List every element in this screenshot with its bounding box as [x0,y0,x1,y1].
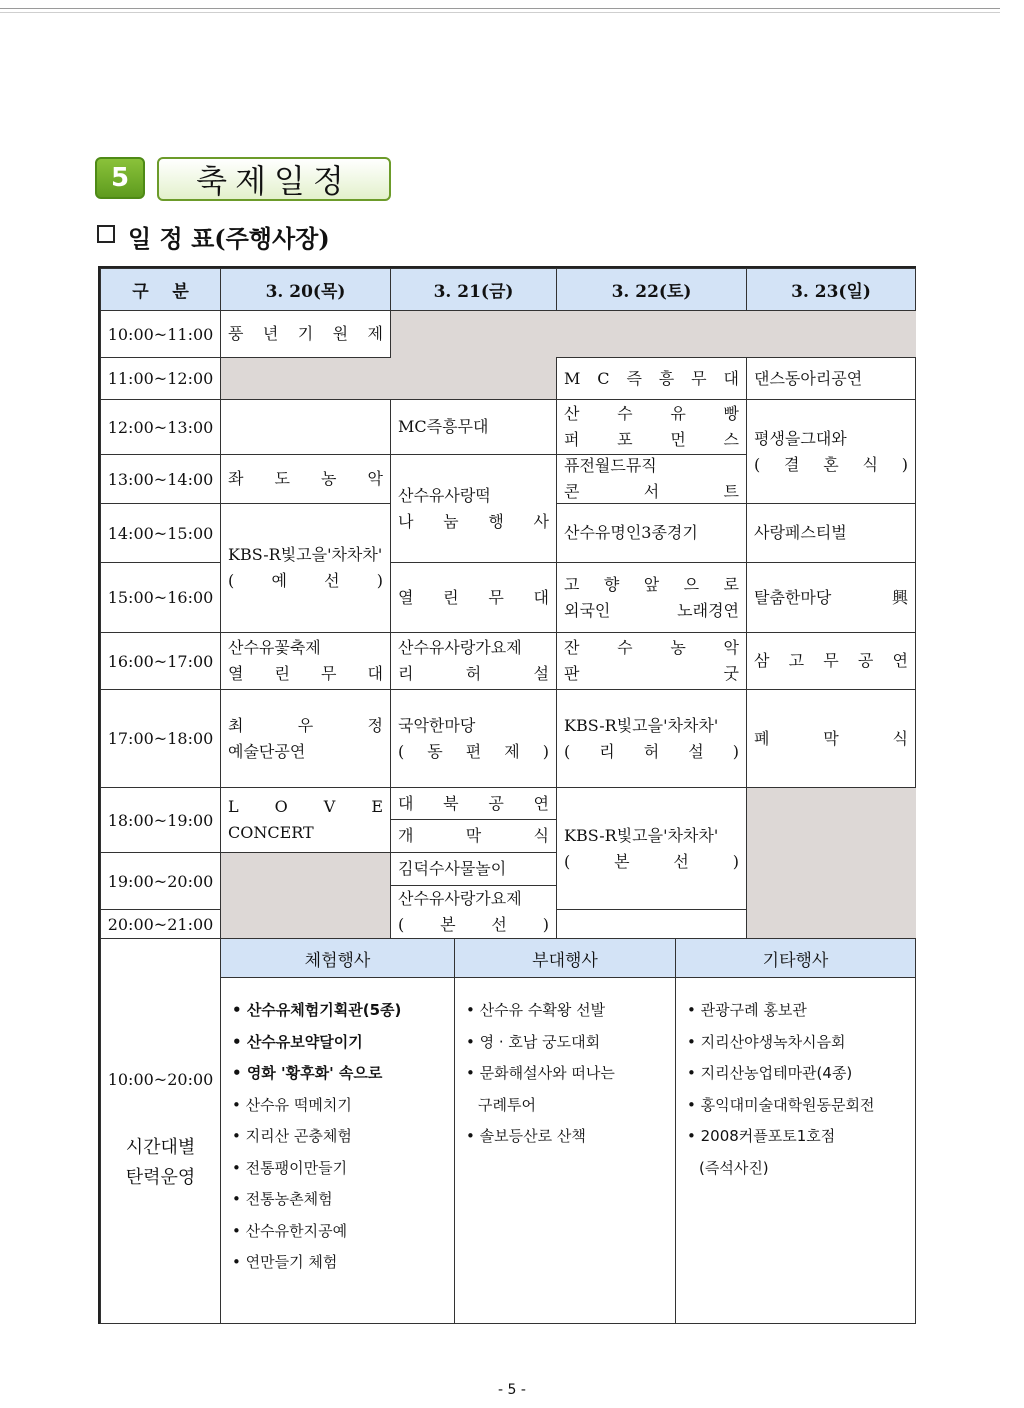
event-cell: 탈춤한마당興 [746,562,916,633]
shade-row2 [220,357,556,399]
list-item: • 산수유 수확왕 선발 [466,1001,606,1019]
list-item: • 전통팽이만들기 [232,1158,348,1177]
event-cell: 폐 막 식 [746,689,916,788]
event-cell [220,399,391,455]
header-category: 구 분 [100,268,221,311]
list-item: • 지리산농업테마관(4종) [687,1064,853,1082]
event-cell: 삼 고 무 공 연 [746,632,916,690]
schedule-subtitle: 일 정 표(주행사장) [128,224,330,253]
event-cell: 고 향 앞 으 로 외국인 노래경연 [556,562,747,633]
time-cell: 12:00~13:00 [100,399,221,455]
event-cell: 사랑페스티벌 [746,503,916,563]
header-day2: 3. 21(금) [390,268,557,311]
header-day3: 3. 22(토) [556,268,747,311]
list-item: • 홍익대미술대학원동문회전 [687,1095,875,1114]
list-item: • 산수유보약달이기 [232,1032,363,1051]
event-cell: L O V E CONCERT [220,787,391,853]
extra-note-1: 시간대별 [125,1136,196,1158]
event-cell: 대 북 공 연 [390,787,557,820]
shade-row1 [391,310,916,357]
list-item: • 솔보등산로 산책 [466,1127,586,1145]
time-cell: 18:00~19:00 [100,787,221,853]
list-item: • 문화해설사와 떠나는 [466,1064,615,1082]
event-cell: 개 막 식 [390,819,557,853]
event-cell: 좌 도 농 악 [220,454,391,504]
list-item: • 산수유 떡메치기 [232,1095,352,1114]
extra-time: 10:00~20:00 [107,1069,214,1089]
list-item: • 전통농촌체험 [232,1190,333,1208]
event-cell: MC즉흥무대 [390,399,557,455]
event-cell: M C 즉 흥 무 대 [556,357,747,400]
list-item: • 산수유한지공예 [232,1221,348,1240]
time-cell: 19:00~20:00 [100,852,221,910]
time-cell: 13:00~14:00 [100,454,221,504]
time-cell: 15:00~16:00 [100,562,221,633]
list-item: • 지리산야생녹차시음회 [687,1032,846,1051]
checkbox-icon [97,225,115,243]
event-cell: 산수유사랑가요제 ( 본 선 ) [390,885,557,939]
event-cell [556,909,747,939]
event-cell: 산수유사랑가요제 리 허 설 [390,632,557,690]
event-cell: KBS-R빛고을'차차차' ( 리 허 설 ) [556,689,747,788]
section-number-badge: 5 [95,157,145,199]
list-item: • 영 · 호남 궁도대회 [466,1032,601,1051]
event-cell: KBS-R빛고을'차차차' ( 예 선 ) [220,503,391,633]
list-item: (즉석사진) [699,1158,769,1177]
extra-time-cell [100,938,221,1324]
time-cell: 16:00~17:00 [100,632,221,690]
event-cell: 산수유꽃축제 열 린 무 대 [220,632,391,690]
list-item: • 영화 '황후화' 속으로 [232,1064,383,1082]
shade-day4-evening [746,787,916,938]
header-experience: 체험행사 [220,938,455,978]
event-cell: 산 수 유 빵 퍼 포 먼 스 [556,399,747,455]
event-cell: 산수유명인3종경기 [556,503,747,563]
event-cell: 김덕수사물놀이 [390,852,557,886]
header-side-events: 부대행사 [454,938,676,978]
event-cell: 잔 수 농 악 판 굿 [556,632,747,690]
header-other-events: 기타행사 [675,938,916,978]
list-item: • 2008커플포토1호점 [687,1127,836,1145]
time-cell: 10:00~11:00 [100,310,221,358]
extra-note-2: 탄력운영 [125,1166,196,1188]
list-item: • 산수유체험기획관(5종) [232,1001,402,1019]
event-cell: 댄스동아리공연 [746,357,916,400]
event-cell: 평생을그대와 ( 결 혼 식 ) [746,399,916,504]
list-item: 구례투어 [478,1095,536,1114]
experience-list [232,995,401,1279]
schedule-table [98,266,916,1324]
time-cell: 11:00~12:00 [100,357,221,400]
event-cell: KBS-R빛고을'차차차' ( 본 선 ) [556,787,747,910]
time-cell: 17:00~18:00 [100,689,221,788]
section-title: 축제일정 [157,157,391,201]
header-day4: 3. 23(일) [746,268,916,311]
list-item: • 연만들기 체험 [232,1253,338,1271]
side-list [466,995,615,1153]
event-cell: 풍 년 기 원 제 [220,310,391,358]
event-cell: 열 린 무 대 [390,562,557,633]
list-item: • 지리산 곤충체험 [232,1127,352,1145]
list-item: • 관광구례 홍보관 [687,1001,807,1019]
other-list [687,995,875,1184]
event-cell: 퓨전월드뮤직 콘 서 트 [556,454,747,504]
top-rule-2 [0,12,1000,13]
header-day1: 3. 20(목) [220,268,391,311]
event-cell: 산수유사랑떡 나 눔 행 사 [390,454,557,563]
event-cell: 최 우 정 예술단공연 [220,689,391,788]
shade-row9-11-day1 [220,852,390,938]
event-cell: 국악한마당 ( 동 편 제 ) [390,689,557,788]
page-number: - 5 - [498,1382,526,1398]
time-cell: 20:00~21:00 [100,909,221,939]
top-rule [0,8,1000,9]
time-cell: 14:00~15:00 [100,503,221,563]
